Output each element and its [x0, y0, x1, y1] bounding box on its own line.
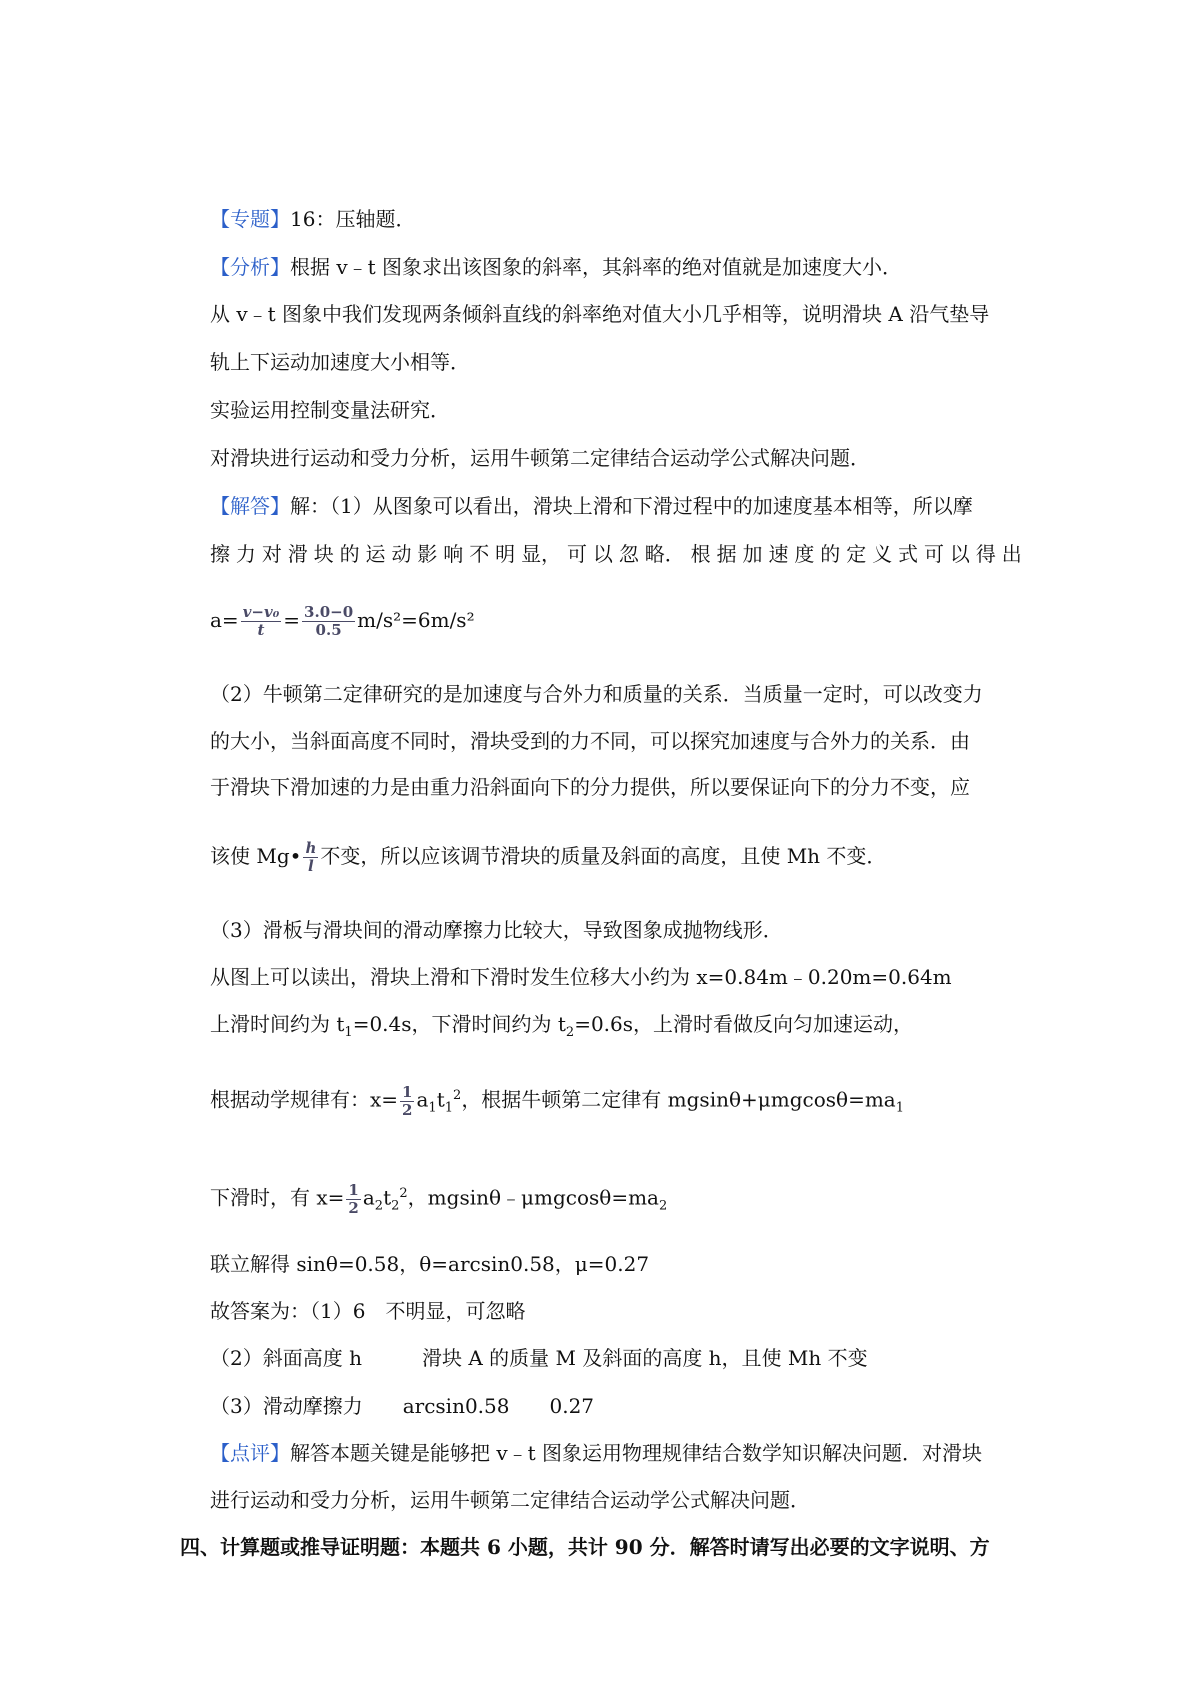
analysis-line-4: 实验运用控制变量法研究． [210, 398, 450, 422]
comment-line-2: 进行运动和受力分析，运用牛顿第二定律结合运动学公式解决问题． [210, 1488, 810, 1512]
kinematics-formula-up: 根据动学规律有：x= $\frac{1}{2}$ $a_1t_1^2$，根据牛顿第二定律有 $mgsin\theta+\mu mgcos\theta=ma_1$ [210, 1082, 905, 1119]
answer-line-2: （2）斜面高度 h 滑块 A 的质量 M 及斜面的高度 h，且使 Mh 不变 [210, 1346, 868, 1370]
fraction-h-l: $\frac{h}{l}$ [305, 839, 317, 875]
fraction-half: $\frac{1}{2}$ [402, 1082, 413, 1119]
comment-tag: 【点评】 [210, 1441, 290, 1465]
part2-line-2: 的大小，当斜面高度不同时，滑块受到的力不同，可以探究加速度与合外力的关系．由 [210, 729, 970, 753]
part2-line-4: 该使 Mg• $\frac{h}{l}$ 不变，所以应该调节滑块的质量及斜面的高度，且使 Mh 不变． [210, 839, 887, 875]
solution-line [210, 492, 973, 520]
comment-line [210, 1439, 982, 1467]
solution-line-2: 擦 力 对 滑 块 的 运 动 影 响 不 明 显， 可 以 忽 略． 根 据 加 速 度 的 定 义 式 可 以 得 出 [210, 542, 1022, 566]
formula-acceleration: a= $\frac{\text{v−v₀}}{t}$ = $\frac{3.0-0}{0.5}$ m/s²=6m/s² [210, 603, 475, 639]
solution-tag: 【解答】 [210, 494, 290, 518]
answer-line-3: （3）滑动摩擦力 arcsin0.58 0.27 [210, 1394, 595, 1418]
analysis-line-2: 从 v﹣t 图象中我们发现两条倾斜直线的斜率绝对值大小几乎相等，说明滑块 A 沿气垫导 [210, 302, 990, 326]
answer-line-1: 故答案为：（1）6 不明显，可忽略 [210, 1299, 526, 1323]
fraction-value: $\frac{3.0-0}{0.5}$ [304, 603, 354, 639]
analysis-text: 根据 v﹣t 图象求出该图象的斜率，其斜率的绝对值就是加速度大小． [290, 255, 903, 279]
part3-line-1: （3）滑板与滑块间的滑动摩擦力比较大，导致图象成抛物线形． [210, 918, 783, 942]
section-heading: 四、计算题或推导证明题：本题共 6 小题，共计 90 分．解答时请写出必要的文字说明、方 [180, 1535, 990, 1559]
solution-text: 解：（1）从图象可以看出，滑块上滑和下滑过程中的加速度基本相等，所以摩 [290, 494, 973, 518]
result-line: 联立解得 sinθ=0.58，θ=arcsin0.58，μ=0.27 [210, 1252, 650, 1276]
topic-tag: 【专题】 [210, 207, 290, 231]
part2-line-3: 于滑块下滑加速的力是由重力沿斜面向下的分力提供，所以要保证向下的分力不变，应 [210, 775, 970, 799]
fraction-v: $\frac{\text{v−v₀}}{t}$ [242, 603, 280, 639]
fraction-half: $\frac{1}{2}$ [348, 1180, 359, 1217]
part3-line-3: 上滑时间约为 $t_1=0.4s$，下滑时间约为 $t_2=0.6s$，上滑时看做反向匀加速运动， [210, 1012, 914, 1040]
analysis-tag: 【分析】 [210, 255, 290, 279]
topic-line [210, 205, 415, 233]
analysis-line [210, 253, 902, 281]
comment-text: 解答本题关键是能够把 v﹣t 图象运用物理规律结合数学知识解决问题．对滑块 [290, 1441, 983, 1465]
analysis-line-5: 对滑块进行运动和受力分析，运用牛顿第二定律结合运动学公式解决问题． [210, 446, 870, 470]
part2-line-1: （2）牛顿第二定律研究的是加速度与合外力和质量的关系．当质量一定时，可以改变力 [210, 682, 983, 706]
topic-text: 16：压轴题． [290, 207, 416, 231]
analysis-line-3: 轨上下运动加速度大小相等． [210, 350, 470, 374]
part3-line-2: 从图上可以读出，滑块上滑和下滑时发生位移大小约为 x=0.84m﹣0.20m=0.64m [210, 965, 952, 989]
kinematics-formula-down: 下滑时，有 x= $\frac{1}{2}$ $a_2t_2^2$，$mgsin\theta﹣\mu mgcos\theta=ma_2$ [210, 1180, 668, 1217]
